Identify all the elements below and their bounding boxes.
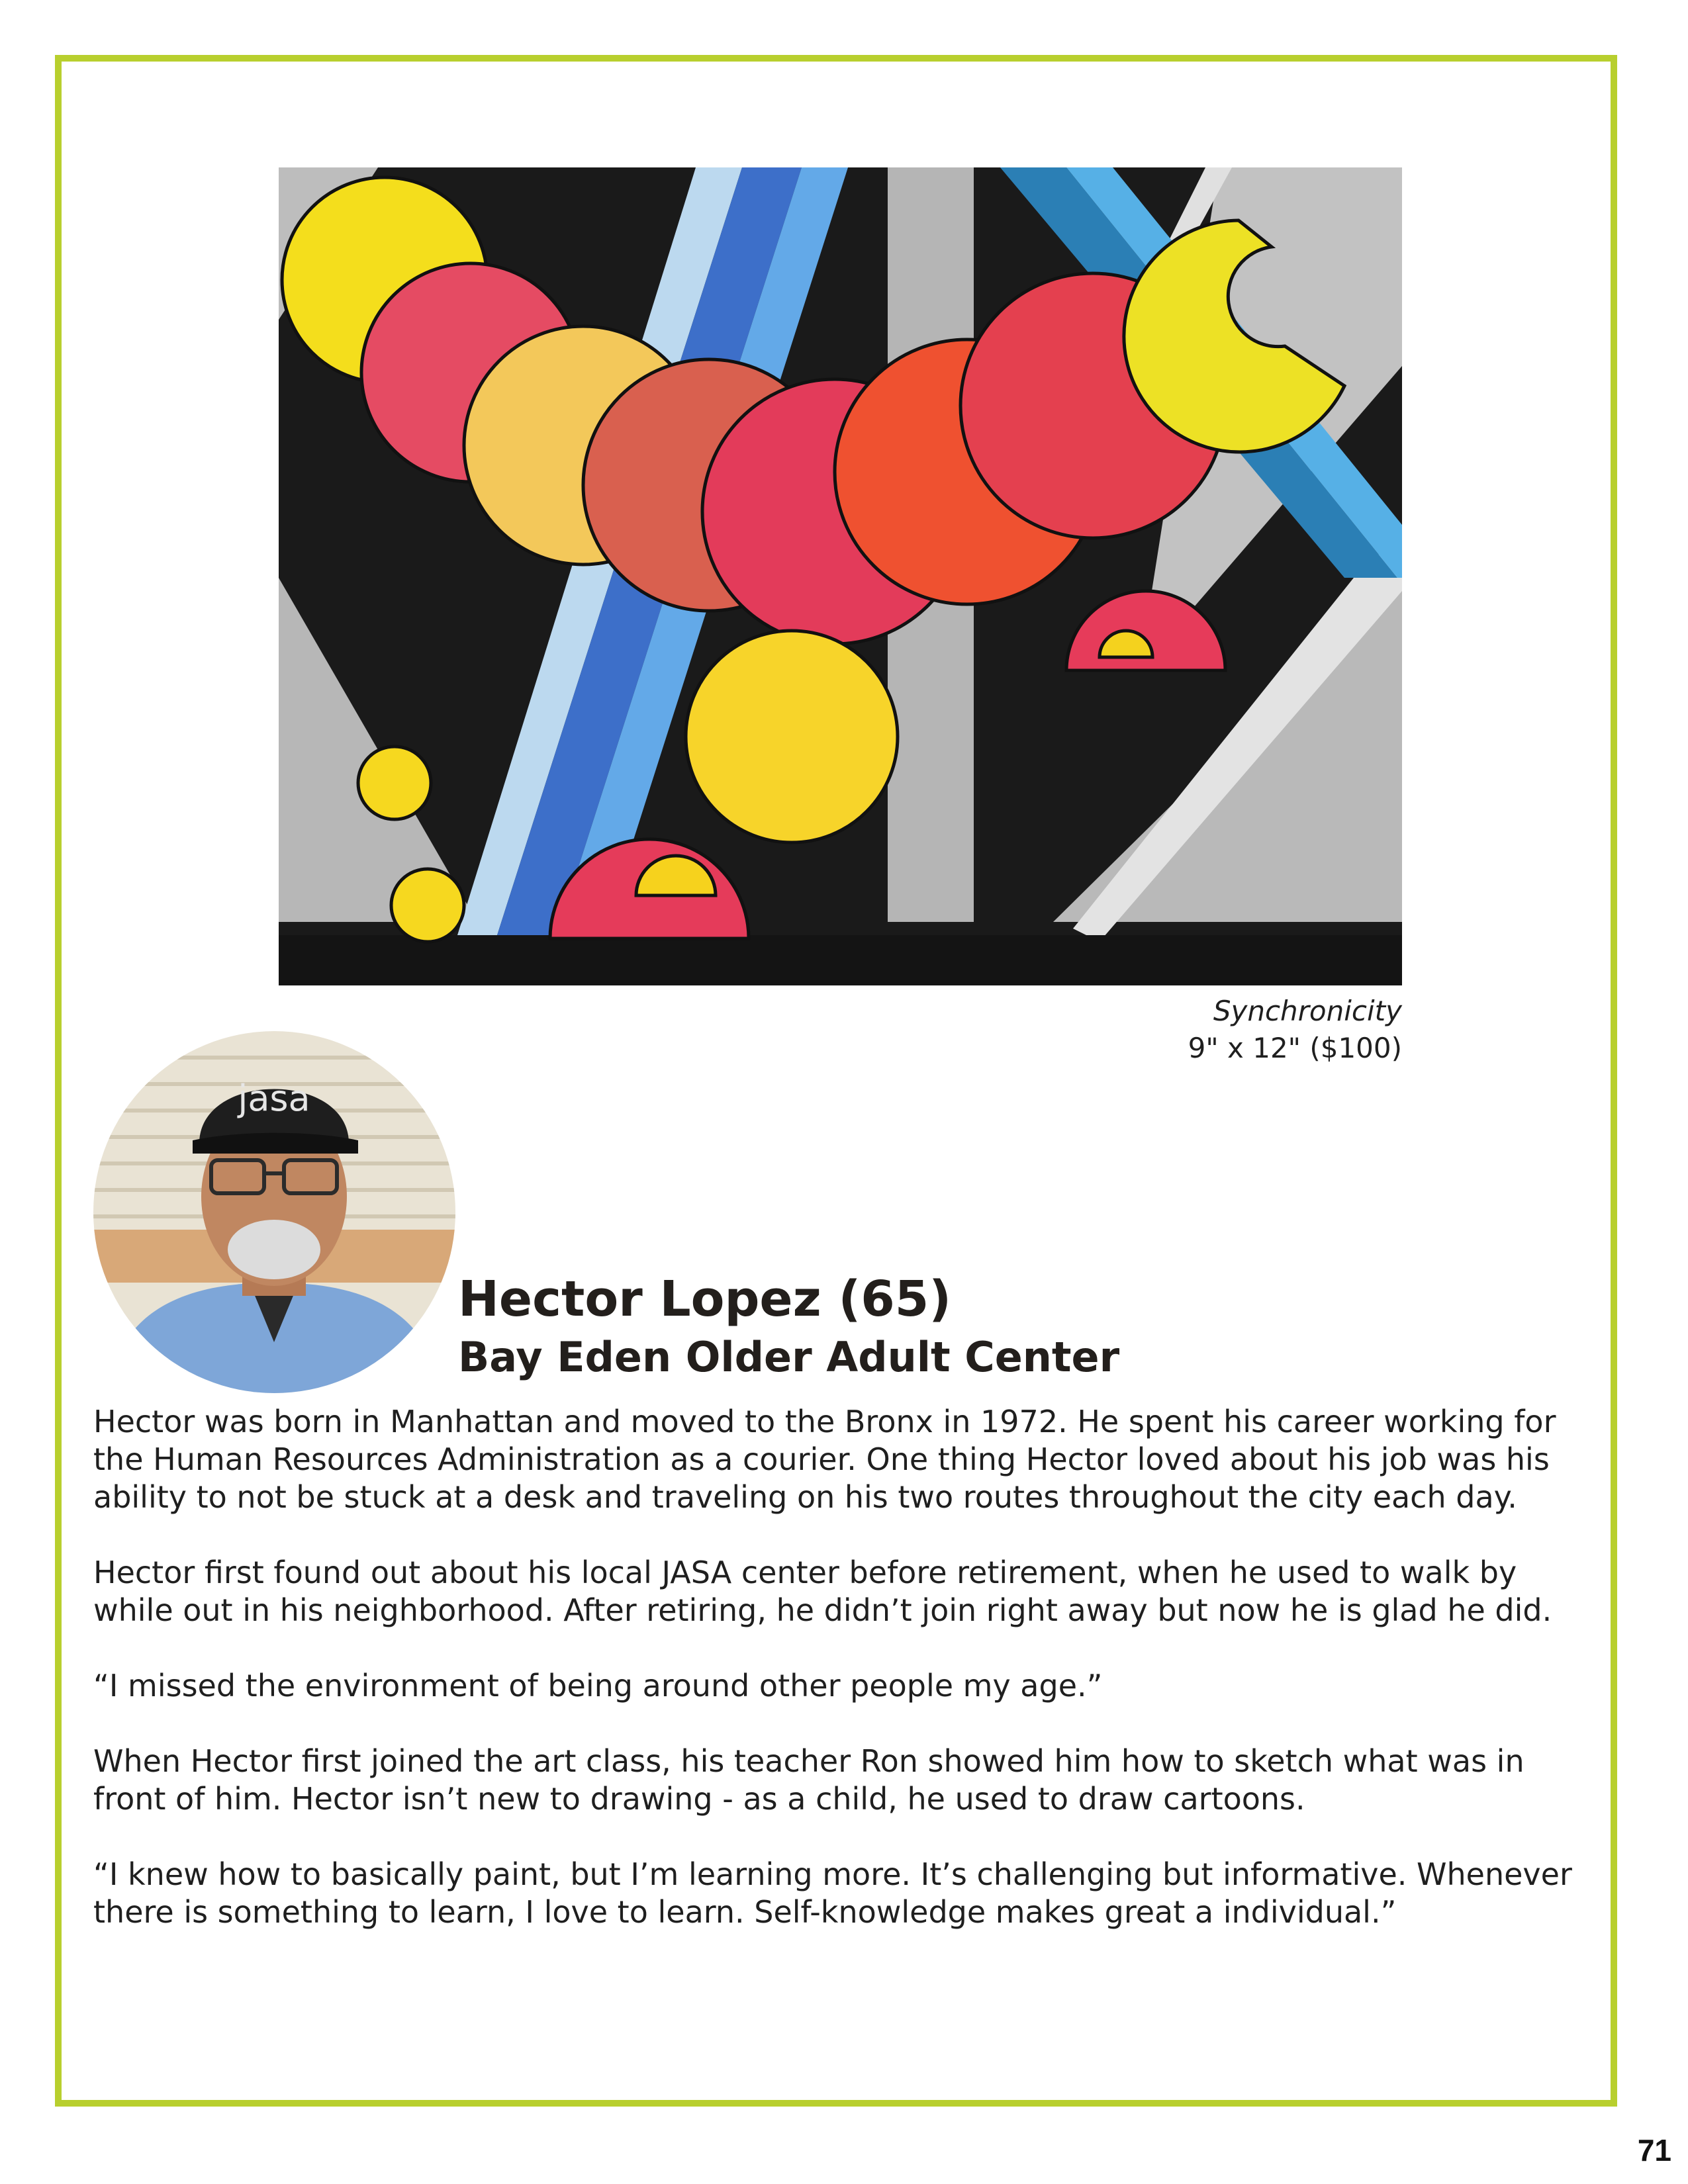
bio-quote: “I knew how to basically paint, but I’m learning more. It’s challenging but informative. Whenever there is something to learn, I love to learn. Self-knowledge makes great a individual.” — [93, 1856, 1572, 1930]
bio-paragraph: Hector was born in Manhattan and moved to the Bronx in 1972. He spent his career working for the Human Resources Administration as a courier. One thing Hector loved about his job was his ability to not be stuck at a desk and traveling on his two routes throughout the city each day. — [93, 1404, 1556, 1515]
bio-paragraph: When Hector first joined the art class, his teacher Ron showed him how to sketch what was in front of him. Hector isn’t new to drawing - as a child, he used to draw cartoons. — [93, 1743, 1524, 1817]
artwork-caption — [1188, 993, 1402, 1067]
artist-bio — [93, 1403, 1596, 1969]
artist-name: Hector Lopez (65) — [458, 1271, 952, 1328]
bio-paragraph: Hector first found out about his local JASA center before retirement, when he used to walk by while out in his neighborhood. After retiring, he didn’t join right away but now he is glad he did. — [93, 1555, 1552, 1628]
page-number: 71 — [1637, 2133, 1671, 2167]
artist-center: Bay Eden Older Adult Center — [458, 1333, 1120, 1381]
bio-quote: “I missed the environment of being around other people my age.” — [93, 1668, 1103, 1704]
artwork-title: Synchronicity — [1213, 995, 1402, 1027]
artwork-details: 9" x 12" ($100) — [1188, 1032, 1402, 1064]
cap-logo-text: jasa — [238, 1077, 310, 1119]
artwork-image — [279, 167, 1402, 985]
artist-portrait — [93, 1031, 455, 1393]
